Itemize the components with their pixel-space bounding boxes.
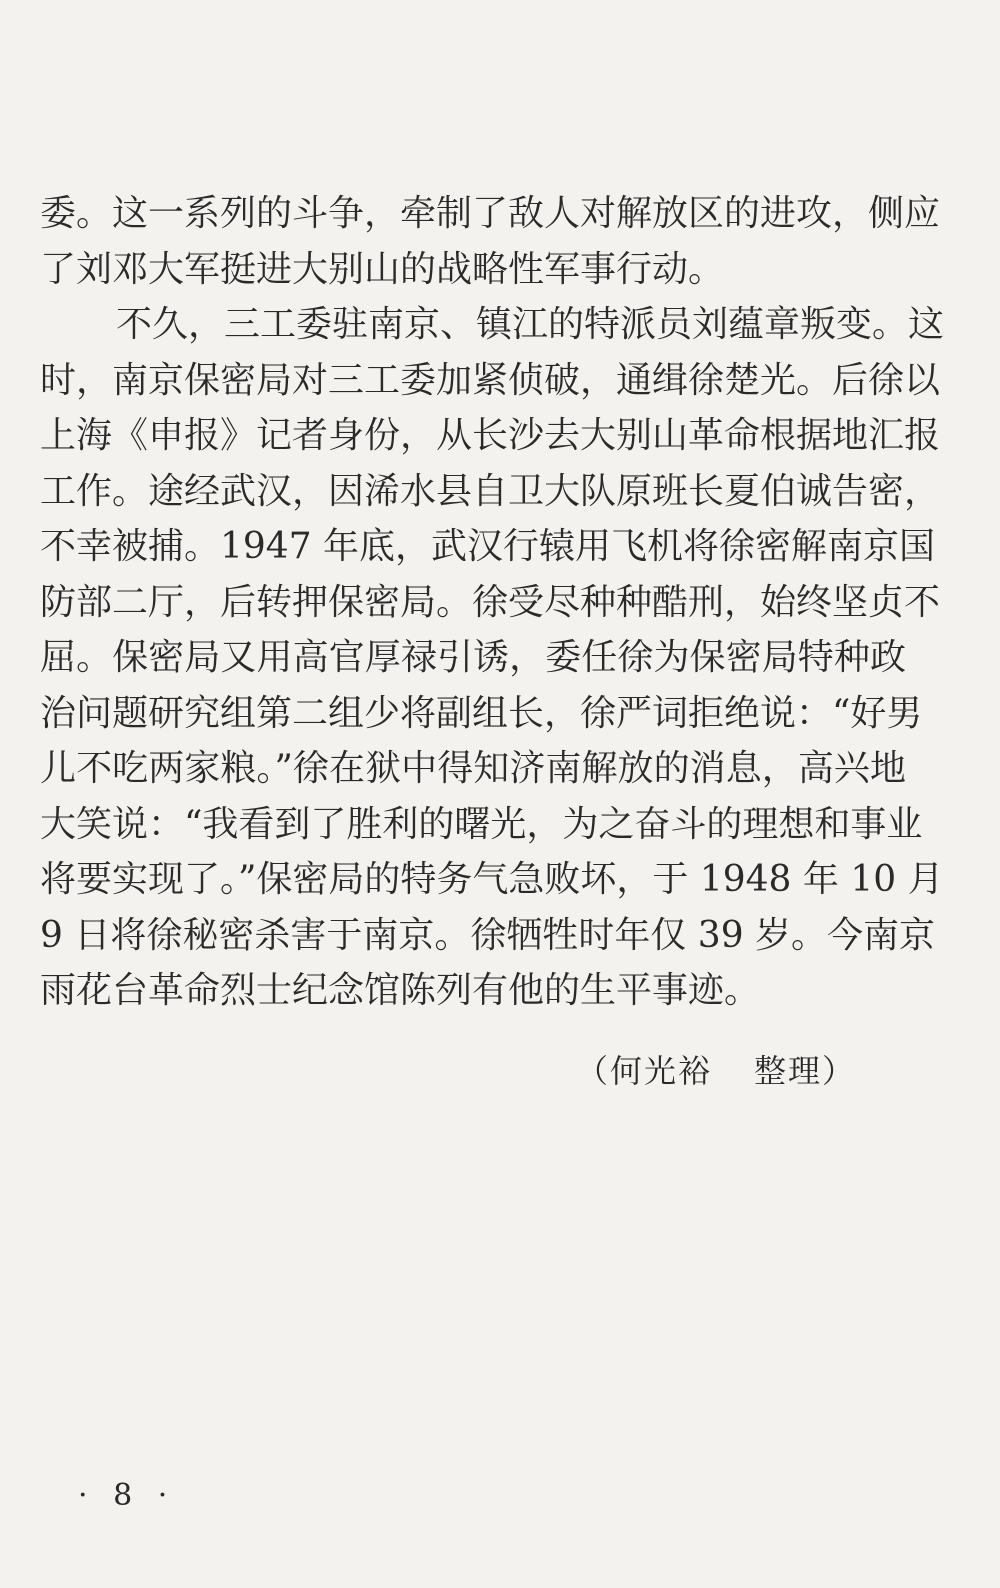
text-line: 将要实现了。”保密局的特务气急败坏，于 1948 年 10 月 — [40, 859, 944, 900]
text-line: 儿不吃两家粮。”徐在狱中得知济南解放的消息，高兴地 — [40, 748, 906, 789]
text-line: 大笑说：“我看到了胜利的曙光，为之奋斗的理想和事业 — [40, 803, 923, 845]
attribution-close-paren: ） — [822, 1052, 857, 1090]
text-line: 雨花台革命烈士纪念馆陈列有他的生平事迹。 — [40, 970, 761, 1011]
text-line: 9 日将徐秘密杀害于南京。徐牺牲时年仅 39 岁。今南京 — [40, 914, 936, 956]
body-text — [40, 186, 945, 1019]
attribution-author: 何光裕 — [610, 1052, 713, 1090]
text-line: 时，南京保密局对三工委加紧侦破，通缉徐楚光。后徐以 — [40, 359, 941, 401]
attribution-open-paren: （ — [576, 1052, 611, 1090]
text-line: 工作。途经武汉，因浠水县自卫大队原班长夏伯诚告密， — [40, 470, 941, 512]
text-line: 不幸被捕。1947 年底，武汉行辕用飞机将徐密解南京国 — [40, 526, 936, 567]
text-line: 上海《申报》记者身份，从长沙去大别山革命根据地汇报 — [40, 415, 941, 456]
text-line: 防部二厅，后转押保密局。徐受尽种种酷刑，始终坚贞不 — [40, 581, 941, 623]
text-line: 了刘邓大军挺进大别山的战略性军事行动。 — [40, 248, 725, 290]
attribution-action: 整理 — [754, 1052, 823, 1090]
page-number: · 8 · — [78, 1478, 176, 1513]
attribution — [576, 1046, 856, 1092]
paragraph-first-line: 不久，三工委驻南京、镇江的特派员刘蕴章叛变。这 — [116, 304, 945, 345]
text-line: 委。这一系列的斗争，牵制了敌人对解放区的进攻，侧应 — [40, 193, 941, 234]
text-line: 屈。保密局又用高官厚禄引诱，委任徐为保密局特种政 — [40, 637, 906, 678]
text-line: 治问题研究组第二组少将副组长，徐严词拒绝说：“好男 — [40, 692, 923, 734]
